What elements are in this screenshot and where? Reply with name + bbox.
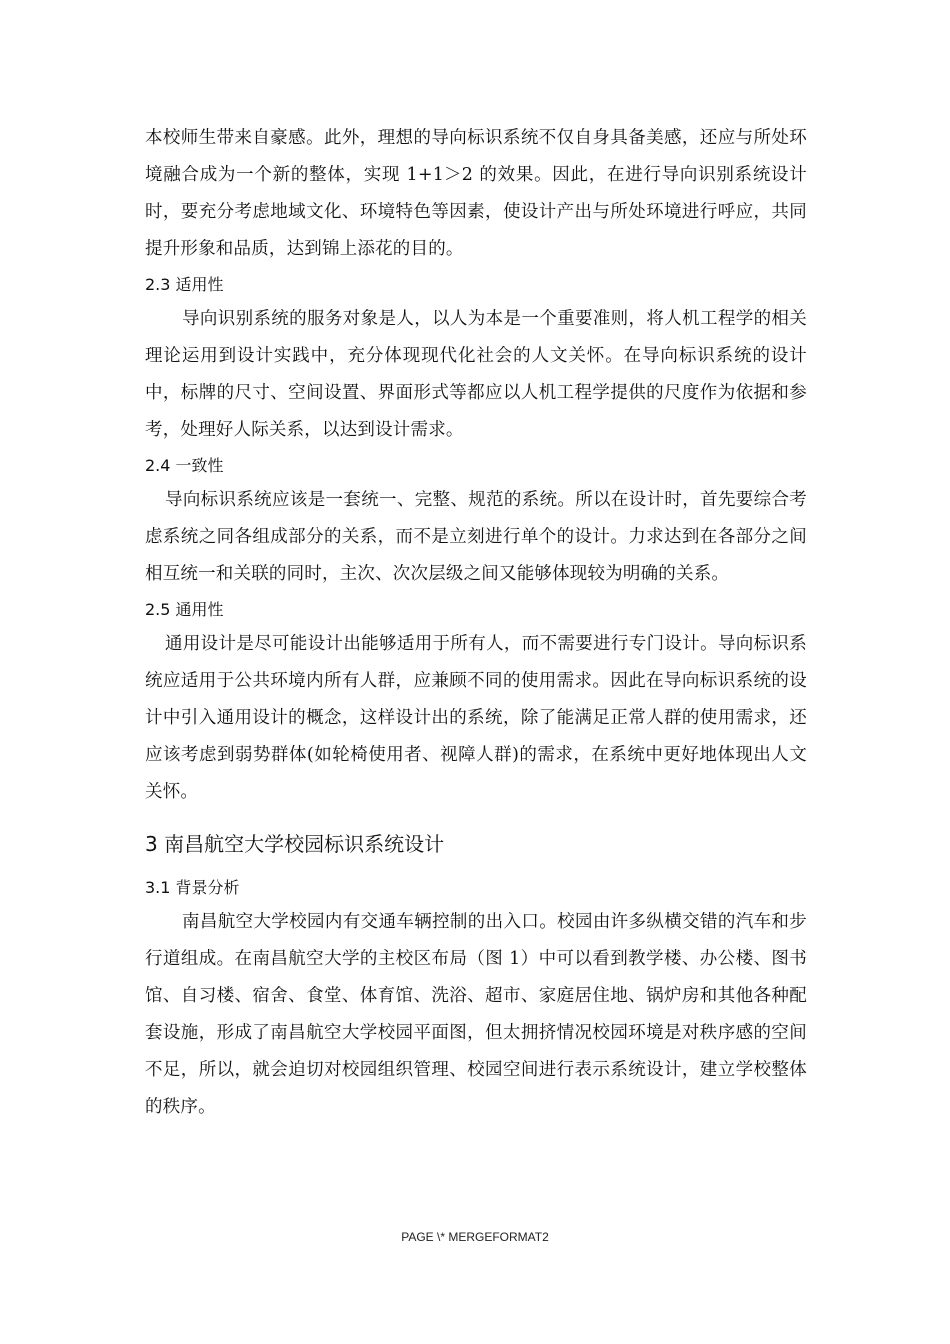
chapter-heading-3: 3 南昌航空大学校园标识系统设计 <box>145 832 445 856</box>
section-heading-2-5: 2.5 通用性 <box>145 600 224 619</box>
page-body <box>145 120 807 1126</box>
section-heading-3-1: 3.1 背景分析 <box>145 878 240 897</box>
paragraph-intro-continuation: 本校师生带来自豪感。此外，理想的导向标识系统不仅自身具备美感，还应与所处环境融合成为一个新的整体，实现 1+1＞2 的效果。因此，在进行导向识别系统设计时，要充分考虑地域文化、环境特色等因素，使设计产出与所处环境进行呼应，共同提升形象和品质，达到锦上添花的目的。 <box>145 128 807 259</box>
paragraph-applicability: 导向识别系统的服务对象是人，以人为本是一个重要准则，将人机工程学的相关理论运用到设计实践中，充分体现现代化社会的人文关怀。在导向标识系统的设计中，标牌的尺寸、空间设置、界面形式等都应以人机工程学提供的尺度作为依据和参考，处理好人际关系，以达到设计需求。 <box>145 309 807 440</box>
page-footer: PAGE \* MERGEFORMAT2 <box>401 1230 549 1244</box>
paragraph-universality: 通用设计是尽可能设计出能够适用于所有人，而不需要进行专门设计。导向标识系统应适用于公共环境内所有人群，应兼顾不同的使用需求。因此在导向标识系统的设计中引入通用设计的概念，这样设计出的系统，除了能满足正常人群的使用需求，还应该考虑到弱势群体(如轮椅使用者、视障人群)的需求，在系统中更好地体现出人文关怀。 <box>145 634 807 802</box>
paragraph-consistency: 导向标识系统应该是一套统一、完整、规范的系统。所以在设计时，首先要综合考虑系统之同各组成部分的关系，而不是立刻进行单个的设计。力求达到在各部分之间相互统一和关联的同时，主次、次次层级之间又能够体现较为明确的关系。 <box>145 490 807 584</box>
section-heading-2-4: 2.4 一致性 <box>145 456 224 475</box>
section-heading-2-3: 2.3 适用性 <box>145 275 224 294</box>
paragraph-background-analysis: 南昌航空大学校园内有交通车辆控制的出入口。校园由许多纵横交错的汽车和步行道组成。在南昌航空大学的主校区布局（图 1）中可以看到教学楼、办公楼、图书馆、自习楼、宿舍、食堂、体育馆、洗浴、超市、家庭居住地、锅炉房和其他各种配套设施，形成了南昌航空大学校园平面图，但太拥挤情况校园环境是对秩序感的空间不足，所以，就会迫切对校园组织管理、校园空间进行表示系统设计，建立学校整体的秩序。 <box>145 912 807 1117</box>
